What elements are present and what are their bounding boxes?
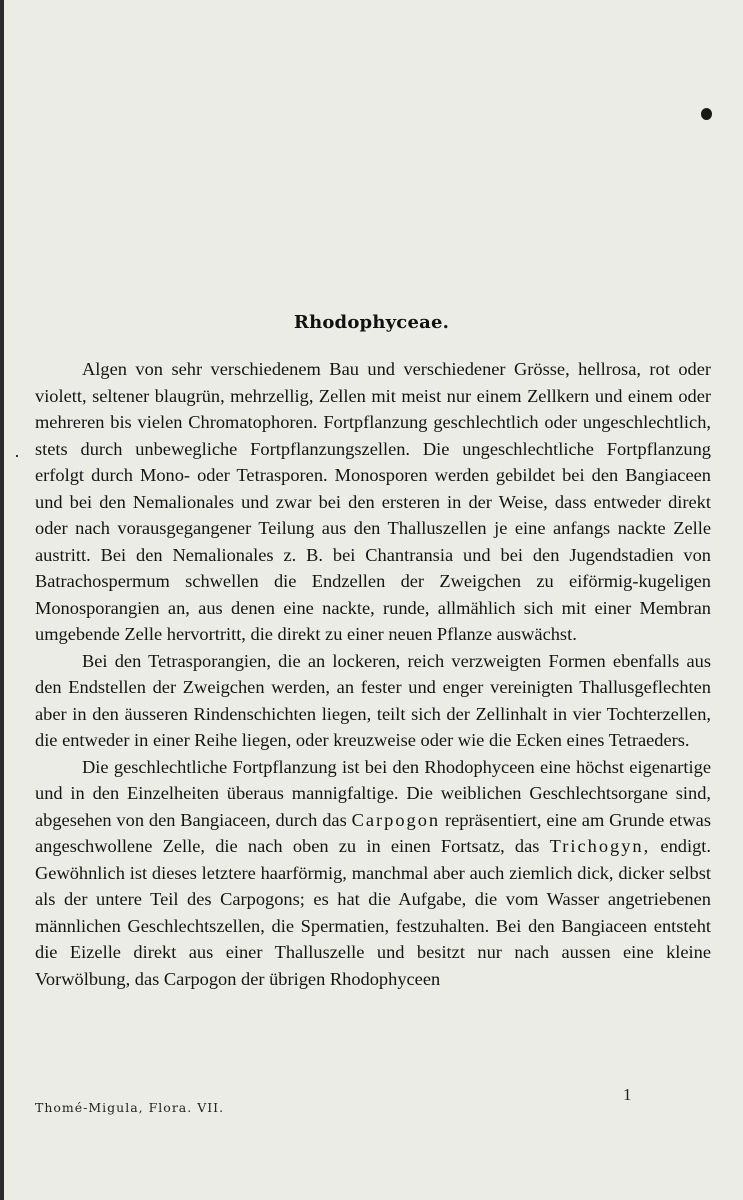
paragraph-3-part-b: repräsentiert, eine am Grunde etwas angeschwollene Zelle, die nach oben zu in einen Fortsatz, das <box>35 809 711 856</box>
paragraph-3 <box>35 754 711 993</box>
term-trichogyn: Trichogyn, <box>549 836 651 856</box>
paragraph-3-part-a: Die geschlechtliche Fortpflanzung ist bei den Rhodophyceen eine höchst eigenartige und in den Einzelheiten überaus mannigfaltige. Die weiblichen Geschlechtsorgane sind, abgesehen von den Bangiaceen, durch das <box>35 756 711 830</box>
section-title: Rhodophyceae. <box>293 312 450 333</box>
body-text <box>35 356 711 992</box>
paragraph-1: Algen von sehr verschiedenem Bau und verschiedener Grösse, hellrosa, rot oder violett, seltener blaugrün, mehrzellig, Zellen mit meist nur einem Zellkern und einem oder mehreren bis vielen Chromatophoren. Fortpflanzung geschlechtlich oder ungeschlechtlich, stets durch unbewegliche Fortpflanzungszellen. Die ungeschlechtliche Fortpflanzung erfolgt durch Mono- oder Tetrasporen. Monosporen werden gebildet bei den Bangiaceen und bei den Nemalionales und zwar bei den ersteren in der Weise, dass entweder direkt oder nach vorausgegangener Teilung aus den Thalluszellen je eine anfangs nackte Zelle austritt. Bei den Nemalionales z. B. bei Chantransia und bei den Jugendstadien von Batrachospermum schwellen die Endzellen der Zweigchen zu eiförmig-kugeligen Monosporangien an, aus denen eine nackte, runde, allmählich sich mit einer Membran umgebende Zelle hervortritt, die direkt zu einer neuen Pflanze auswächst. <box>35 359 711 644</box>
page-edge-shadow <box>0 0 4 1200</box>
term-carpogon: Carpogon <box>351 809 441 830</box>
page-number: 1 <box>623 1085 632 1104</box>
ink-speck <box>701 108 712 120</box>
paragraph-3-part-c: endigt. Gewöhnlich ist dieses letztere haarförmig, manchmal aber auch ziemlich dick, dicker selbst als der untere Teil des Carpogons; es hat die Aufgabe, die vom Wasser angetriebenen männlichen Geschlechtszellen, die Spermatien, festzuhalten. Bei den Bangiaceen entsteht die Eizelle direkt aus einer Thalluszelle und besitzt nur nach aussen eine kleine Vorwölbung, das Carpogon der übrigen Rhodophyceen <box>35 836 711 989</box>
footer-source: Thomé-Migula, Flora. VII. <box>35 1100 225 1115</box>
ink-dot <box>16 455 18 457</box>
paragraph-2: Bei den Tetrasporangien, die an lockeren, reich verzweigten Formen ebenfalls aus den Endstellen der Zweigchen werden, an fester und enger vereinigten Thallusgeflechten aber in den äusseren Rindenschichten liegen, teilt sich der Zellinhalt in vier Tochterzellen, die entweder in einer Reihe liegen, oder kreuzweise oder wie die Ecken eines Tetraeders. <box>35 650 711 750</box>
